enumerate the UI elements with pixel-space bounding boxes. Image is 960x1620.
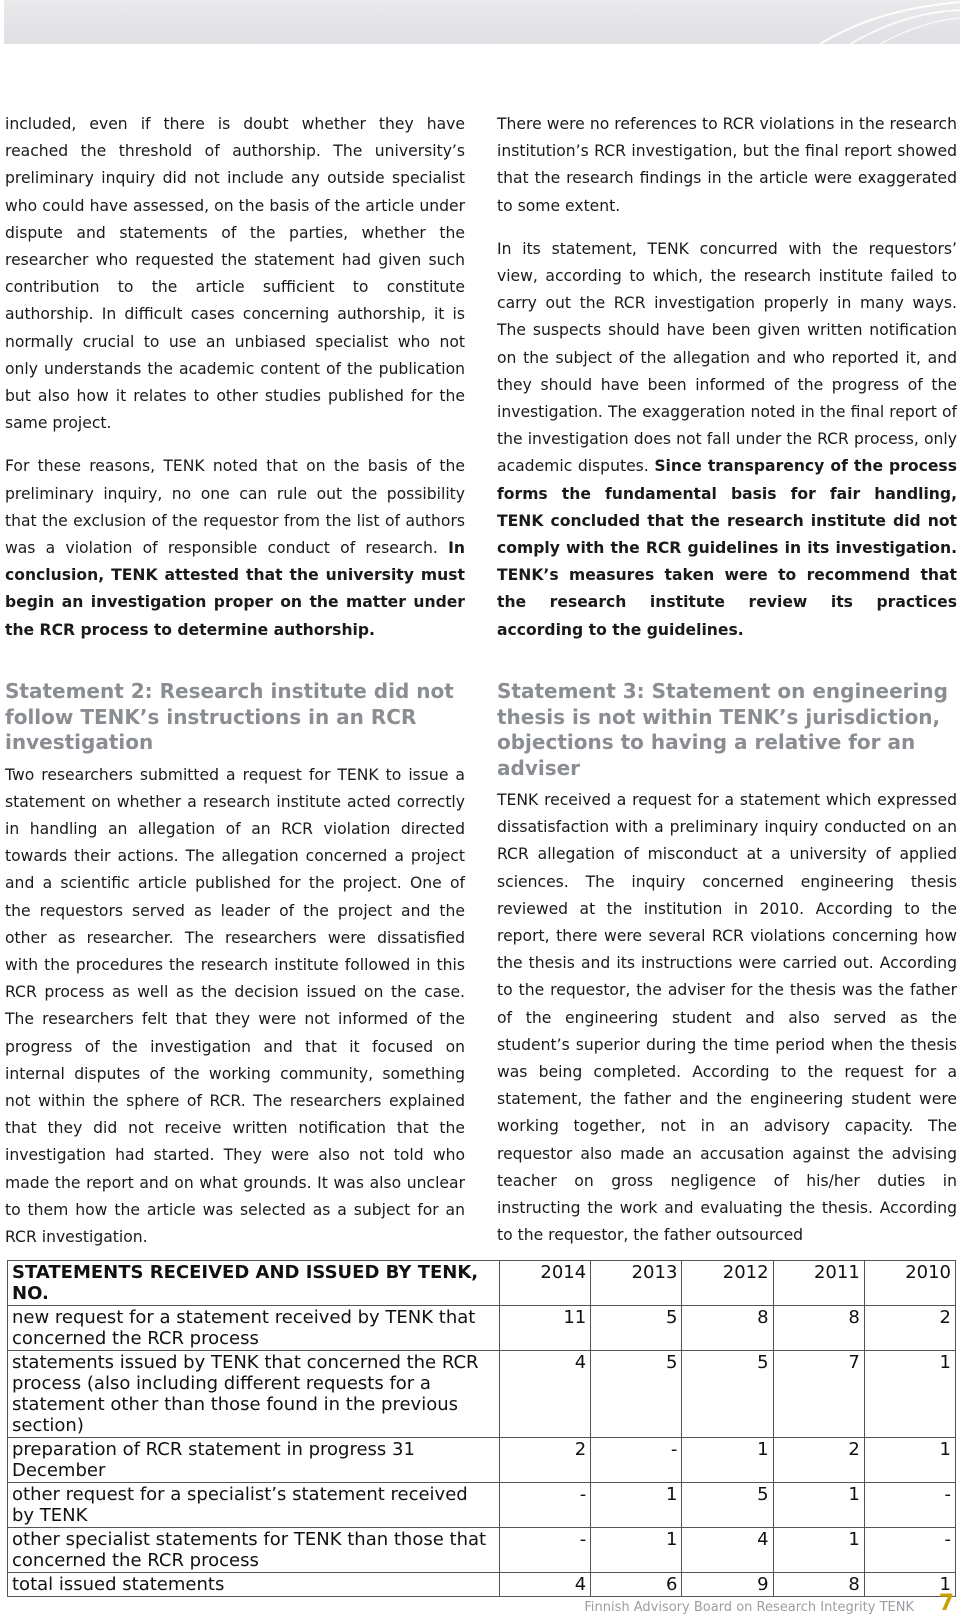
cell-value: 1 (591, 1483, 682, 1528)
table-row (8, 1483, 956, 1528)
statement-2-heading: Statement 2: Research institute did not follow TENK’s instructions in an RCR investigation (5, 679, 454, 754)
statement-2-body: Two researchers submitted a request for TENK to issue a statement on whether a research institute acted correctly in handling an allegation of an RCR violation directed towards their actions. The allegation concerned a project and a scientific article published for the project. One of the requestors served as leader of the project and the other as researcher. The researchers were dissatisfied with the procedures the research institute followed in this RCR process as well as the decision issued on the case. The researchers felt that they were not informed of the progress of the investigation and that it focused on internal disputes of the working community, something not within the sphere of RCR. The researchers explained that they did not receive written notification that the investigation had started. They were also not told who made the report and on what grounds. It was also unclear to them how the article was selected as a subject for an RCR investigation. (5, 765, 465, 1246)
cell-value: 4 (682, 1528, 773, 1573)
cell-value: 1 (864, 1438, 955, 1483)
paragraph-bold-text: In conclusion, TENK attested that the university must begin an investigation proper on the matter under the RCR process to determine authorship. (5, 539, 465, 639)
cell-value: 9 (682, 1573, 773, 1597)
paragraph (5, 453, 465, 643)
paragraph (497, 236, 957, 644)
cell-value: 4 (500, 1351, 591, 1438)
page-footer (584, 1591, 960, 1618)
page-header-band (4, 0, 960, 44)
paragraph: There were no references to RCR violations in the research institution’s RCR investigation, but the final report showed that the research findings in the article were exaggerated to some extent. (497, 115, 957, 215)
row-label: other request for a specialist’s statement received by TENK (8, 1483, 500, 1528)
year-header: 2010 (864, 1261, 955, 1306)
cell-value: - (500, 1528, 591, 1573)
cell-value: 11 (500, 1306, 591, 1351)
paragraph: included, even if there is doubt whether they have reached the threshold of authorship. The university’s preliminary inquiry did not include any outside specialist who could have assessed, on the basis of the article under dispute and statements of the parties, whether the researcher who requested the statement had given such contribution to the article sufficient to constitute authorship. In difficult cases concerning authorship, it is normally crucial to use an unbiased specialist who not only understands the academic content of the publication but also how it relates to other studies published for the same project. (5, 115, 465, 433)
cell-value: 4 (500, 1573, 591, 1597)
table-row (8, 1306, 956, 1351)
cell-value: 8 (682, 1306, 773, 1351)
left-column-top (5, 111, 465, 644)
row-label: total issued statements (8, 1573, 500, 1597)
row-label: statements issued by TENK that concerned the RCR process (also including different requests for a statement other than those found in the previous section) (8, 1351, 500, 1438)
decorative-swoosh-icon (800, 0, 960, 44)
cell-value: - (864, 1528, 955, 1573)
statement-2-section (5, 679, 465, 1251)
cell-value: 1 (864, 1573, 955, 1597)
cell-value: 2 (773, 1438, 864, 1483)
statements-table (7, 1260, 956, 1597)
cell-value: 5 (591, 1306, 682, 1351)
year-header: 2013 (591, 1261, 682, 1306)
table-row (8, 1438, 956, 1483)
cell-value: 5 (682, 1351, 773, 1438)
cell-value: 1 (591, 1528, 682, 1573)
year-header: 2011 (773, 1261, 864, 1306)
table-row (8, 1351, 956, 1438)
table-title: STATEMENTS RECEIVED AND ISSUED BY TENK, NO. (8, 1261, 500, 1306)
cell-value: 1 (773, 1528, 864, 1573)
cell-value: - (864, 1483, 955, 1528)
cell-value: 7 (773, 1351, 864, 1438)
cell-value: 1 (864, 1351, 955, 1438)
footer-organization: Finnish Advisory Board on Research Integrity TENK (584, 1600, 914, 1615)
page-number: 7 (938, 1591, 954, 1616)
cell-value: 2 (864, 1306, 955, 1351)
year-header: 2014 (500, 1261, 591, 1306)
cell-value: 5 (591, 1351, 682, 1438)
cell-value: 6 (591, 1573, 682, 1597)
cell-value: 8 (773, 1573, 864, 1597)
statement-3-section (497, 679, 957, 1249)
cell-value: 1 (773, 1483, 864, 1528)
table-row (8, 1573, 956, 1597)
cell-value: - (591, 1438, 682, 1483)
statement-3-body: TENK received a request for a statement which expressed dissatisfaction with a preliminary inquiry conducted on an RCR allegation of misconduct at a university of applied sciences. The inquiry concerned engineering thesis reviewed at the institution in 2010. According to the report, there were several RCR violations concerning how the thesis and its instructions were carried out. According to the requestor, the adviser for the thesis was the father of the engineering student and also served as the student’s superior during the time period when the thesis was being completed. According to the request for a statement, the father and the engineering student were working together, not in an advisory capacity. The requestor also made an accusation against the advising teacher on gross negligence of his/her duties in instructing the work and evaluating the thesis. According to the requestor, the father outsourced (497, 791, 957, 1245)
row-label: other specialist statements for TENK than those that concerned the RCR process (8, 1528, 500, 1573)
cell-value: 1 (682, 1438, 773, 1483)
paragraph-text: In its statement, TENK concurred with the requestors’ view, according to which, the research institute failed to carry out the RCR investigation properly in many ways. The suspects should have been given written notification on the subject of the allegation and who reported it, and they should have been informed of the progress of the investigation. The exaggeration noted in the final report of the investigation does not fall under the RCR process, only academic disputes. (497, 239, 957, 476)
right-column-top (497, 111, 957, 644)
table-row (8, 1528, 956, 1573)
paragraph-bold-text: Since transparency of the process forms the fundamental basis for fair handling, TENK concluded that the research institute did not comply with the RCR guidelines in its investigation. TENK’s measures taken were to recommend that the research institute review its practices according to the guidelines. (497, 457, 957, 639)
cell-value: 8 (773, 1306, 864, 1351)
cell-value: 2 (500, 1438, 591, 1483)
statement-3-heading: Statement 3: Statement on engineering thesis is not within TENK’s jurisdiction, objections to having a relative for an adviser (497, 679, 948, 780)
row-label: new request for a statement received by TENK that concerned the RCR process (8, 1306, 500, 1351)
year-header: 2012 (682, 1261, 773, 1306)
table-header-row (8, 1261, 956, 1306)
cell-value: - (500, 1483, 591, 1528)
cell-value: 5 (682, 1483, 773, 1528)
row-label: preparation of RCR statement in progress 31 December (8, 1438, 500, 1483)
paragraph-text: For these reasons, TENK noted that on the basis of the preliminary inquiry, no one can rule out the possibility that the exclusion of the requestor from the list of authors was a violation of responsible conduct of research. (5, 457, 465, 558)
